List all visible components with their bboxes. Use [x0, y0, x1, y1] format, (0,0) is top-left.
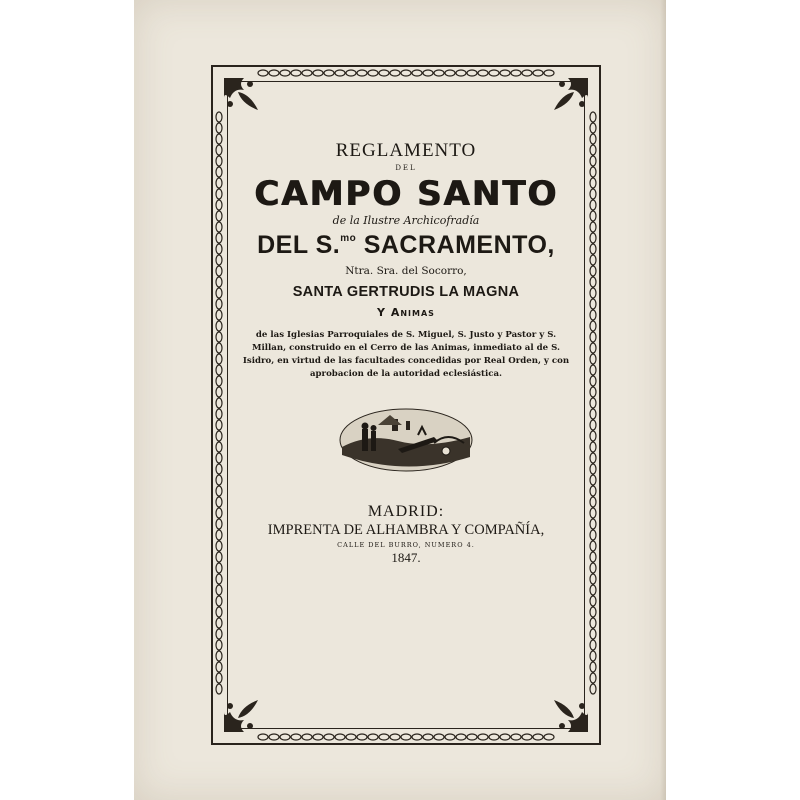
chain-link [590, 332, 596, 342]
chain-link [216, 574, 222, 584]
chain-link [216, 321, 222, 331]
chain-link [590, 354, 596, 364]
imprint-address: CALLE DEL BURRO, NUMERO 4. [337, 541, 475, 549]
chain-link [401, 734, 411, 740]
chain-link [216, 365, 222, 375]
chain-link [590, 651, 596, 661]
chain-link [216, 563, 222, 573]
heading-sacramento [240, 231, 572, 260]
chain-link [590, 376, 596, 386]
heading-del-santisimo: DEL S. [257, 231, 341, 259]
corner-ornament-top-right [544, 74, 592, 122]
chain-link [216, 585, 222, 595]
chain-link [590, 398, 596, 408]
heading-santa-gertrudis: SANTA GERTRUDIS LA MAGNA [292, 284, 520, 300]
chain-link [216, 211, 222, 221]
chain-link [216, 299, 222, 309]
chain-link [216, 508, 222, 518]
chain-link [434, 70, 444, 76]
chain-link [216, 277, 222, 287]
chain-link [434, 734, 444, 740]
chain-link [533, 70, 543, 76]
chain-link [216, 409, 222, 419]
chain-link [216, 530, 222, 540]
chain-link [379, 734, 389, 740]
chain-link [456, 70, 466, 76]
chain-link [423, 734, 433, 740]
chain-link [533, 734, 543, 740]
chain-link [216, 607, 222, 617]
chain-link [216, 222, 222, 232]
chain-link [590, 464, 596, 474]
chain-link [390, 734, 400, 740]
chain-link [216, 519, 222, 529]
description-paragraph: de las Iglesias Parroquiales de S. Miguel, S. Justo y Pastor y S. Millan, construido en el Cerro de las Animas, inmediato al de S. Isidro, en virtud de las facultades concedidas por Real Orden, y con aprobacion de la autoridad eclesiástica. [242, 330, 570, 379]
chain-link [302, 70, 312, 76]
chain-link [590, 475, 596, 485]
chain-link [456, 734, 466, 740]
chain-link [590, 123, 596, 133]
chain-link [590, 178, 596, 188]
chain-link [590, 266, 596, 276]
chain-link [280, 70, 290, 76]
chain-link [467, 734, 477, 740]
chain-link [216, 200, 222, 210]
chain-link [216, 398, 222, 408]
chain-link [590, 200, 596, 210]
chain-link [302, 734, 312, 740]
chain-link [216, 343, 222, 353]
chain-link [489, 70, 499, 76]
chain-link [590, 167, 596, 177]
chain-link [346, 734, 356, 740]
chain-link [511, 734, 521, 740]
heading-reglamento: REGLAMENTO [335, 140, 477, 161]
chain-link [590, 343, 596, 353]
chain-link [216, 244, 222, 254]
chain-link [590, 519, 596, 529]
chain-link [590, 618, 596, 628]
chain-link [590, 211, 596, 221]
heading-sacramento-word: SACRAMENTO, [356, 231, 555, 259]
chain-link [216, 431, 222, 441]
chain-link [291, 70, 301, 76]
chain-link [590, 233, 596, 243]
chain-link [357, 70, 367, 76]
chain-link [390, 70, 400, 76]
chain-link [412, 734, 422, 740]
chain-link [489, 734, 499, 740]
chain-link [357, 734, 367, 740]
chain-link [590, 530, 596, 540]
chain-link [445, 70, 455, 76]
heading-y-animas: Y Animas [377, 306, 435, 319]
chain-link [216, 662, 222, 672]
imprint-year: 1847. [391, 550, 421, 565]
chain-link [216, 332, 222, 342]
chain-link [590, 574, 596, 584]
chain-link [216, 266, 222, 276]
chain-link [216, 673, 222, 683]
corner-ornament-top-left [220, 74, 268, 122]
chain-link [590, 486, 596, 496]
chain-link [590, 156, 596, 166]
chain-link [324, 734, 334, 740]
chain-link [216, 486, 222, 496]
chain-link [590, 541, 596, 551]
heading-del: DEL [395, 164, 417, 172]
chain-link [590, 673, 596, 683]
chain-link [590, 387, 596, 397]
chain-link [216, 497, 222, 507]
chain-link [280, 734, 290, 740]
chain-link [216, 387, 222, 397]
superscript-mo: mo [340, 233, 357, 244]
chain-link [216, 189, 222, 199]
chain-link [500, 70, 510, 76]
chain-link [216, 145, 222, 155]
chain-link [445, 734, 455, 740]
chain-link [423, 70, 433, 76]
corner-ornament-bottom-right [544, 688, 592, 736]
chain-link [590, 321, 596, 331]
chain-link [216, 354, 222, 364]
imprint-printer: IMPRENTA DE ALHAMBRA Y COMPAÑÍA, [267, 522, 545, 538]
chain-link [590, 431, 596, 441]
chain-link [368, 70, 378, 76]
chain-link [368, 734, 378, 740]
chain-link [590, 563, 596, 573]
chain-link [590, 453, 596, 463]
chain-link [478, 734, 488, 740]
chain-link [216, 464, 222, 474]
chain-link [590, 585, 596, 595]
chain-link [511, 70, 521, 76]
chain-link [478, 70, 488, 76]
chain-link [590, 409, 596, 419]
chain-link [216, 167, 222, 177]
chain-link [216, 156, 222, 166]
chain-link [590, 310, 596, 320]
chain-link [522, 70, 532, 76]
chain-link [500, 734, 510, 740]
chain-link [216, 376, 222, 386]
chain-link [216, 288, 222, 298]
chain-link [590, 508, 596, 518]
chain-link [467, 70, 477, 76]
chain-link [291, 734, 301, 740]
chain-link [590, 497, 596, 507]
chain-link [590, 288, 596, 298]
chain-link [313, 70, 323, 76]
chain-link [590, 189, 596, 199]
chain-link [412, 70, 422, 76]
chain-link [401, 70, 411, 76]
chain-link [216, 442, 222, 452]
chain-link [313, 734, 323, 740]
chain-link [216, 640, 222, 650]
chain-link [590, 442, 596, 452]
chain-link [590, 552, 596, 562]
heading-campo-santo: CAMPO SANTO [253, 174, 559, 214]
chain-link [216, 134, 222, 144]
chain-link [379, 70, 389, 76]
chain-link [216, 618, 222, 628]
chain-link [590, 277, 596, 287]
chain-link [590, 365, 596, 375]
chain-link [522, 734, 532, 740]
chain-link [216, 629, 222, 639]
chain-link [216, 420, 222, 430]
chain-link [590, 662, 596, 672]
chain-link [346, 70, 356, 76]
chain-link [590, 145, 596, 155]
cemetery-vignette-engraving [338, 407, 474, 473]
chain-link [269, 70, 279, 76]
chain-link [324, 70, 334, 76]
chain-link [216, 596, 222, 606]
chain-link [216, 453, 222, 463]
chain-link [216, 310, 222, 320]
chain-link [590, 299, 596, 309]
imprint-city: MADRID: [367, 503, 445, 520]
chain-link [216, 541, 222, 551]
chain-link [216, 475, 222, 485]
chain-link [590, 420, 596, 430]
chain-link [590, 255, 596, 265]
chain-link [216, 123, 222, 133]
chain-link [590, 629, 596, 639]
chain-link [590, 222, 596, 232]
chain-link [216, 178, 222, 188]
chain-link [590, 596, 596, 606]
chain-link [216, 651, 222, 661]
chain-link [216, 552, 222, 562]
chain-link [269, 734, 279, 740]
corner-ornament-bottom-left [220, 688, 268, 736]
chain-link [590, 640, 596, 650]
chain-link [216, 255, 222, 265]
chain-link [335, 734, 345, 740]
chain-link [590, 244, 596, 254]
subheading-archicofradia: de la Ilustre Archicofradía [332, 214, 480, 227]
chain-link [590, 607, 596, 617]
chain-link [335, 70, 345, 76]
chain-link [590, 134, 596, 144]
title-page-content [240, 130, 572, 566]
subheading-socorro: Ntra. Sra. del Socorro, [345, 265, 467, 277]
chain-link [216, 233, 222, 243]
